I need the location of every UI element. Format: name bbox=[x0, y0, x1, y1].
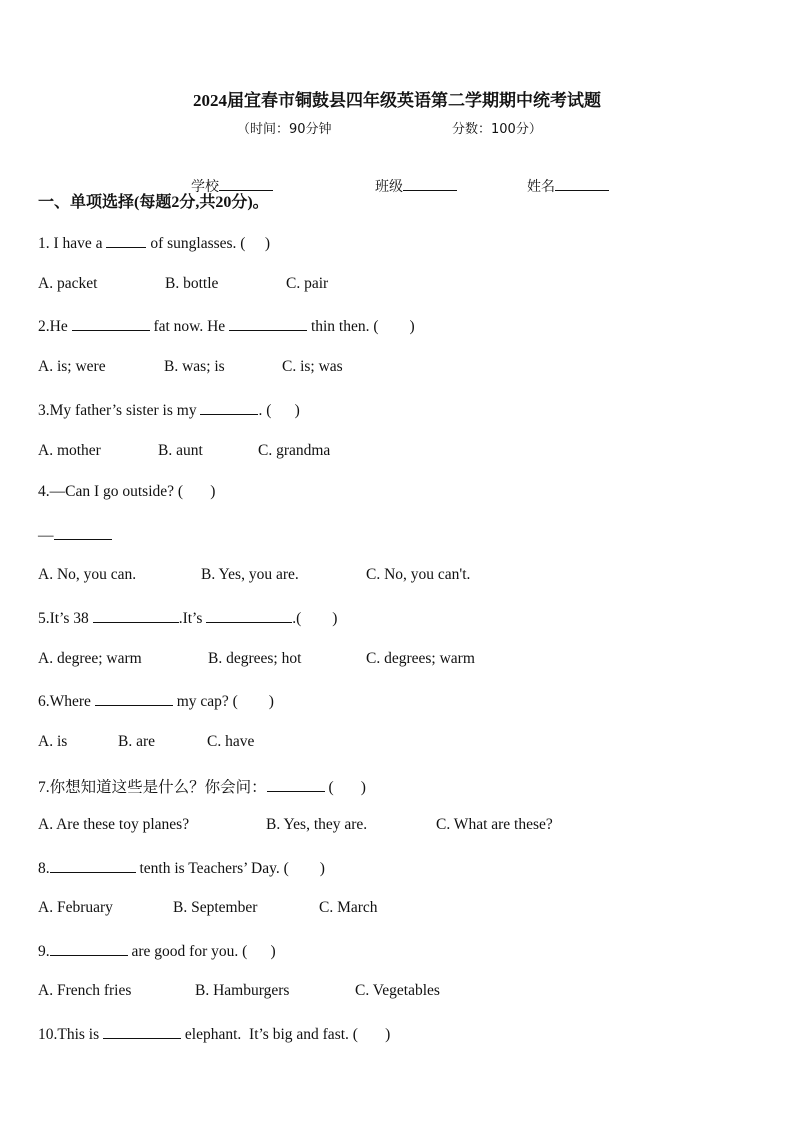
option-a[interactable]: A. mother bbox=[38, 442, 101, 459]
question-text: 6.Where bbox=[38, 693, 95, 710]
answer-blank[interactable] bbox=[103, 1024, 181, 1039]
question-text: .( ) bbox=[292, 610, 338, 627]
class-label: 班级 bbox=[375, 180, 403, 195]
question-3 bbox=[38, 400, 300, 420]
question-text: elephant. It’s big and fast. ( ) bbox=[181, 1026, 391, 1043]
name-blank[interactable] bbox=[555, 176, 609, 191]
option-c[interactable]: C. have bbox=[207, 733, 255, 750]
option-a[interactable]: A. is; were bbox=[38, 358, 106, 375]
page-title: 2024届宜春市铜鼓县四年级英语第二学期期中统考试题 bbox=[193, 91, 601, 110]
answer-blank[interactable] bbox=[72, 316, 150, 331]
question-2 bbox=[38, 316, 415, 336]
section-heading: 一、单项选择(每题2分,共20分)。 bbox=[38, 194, 269, 211]
option-c[interactable]: C. pair bbox=[286, 275, 329, 292]
answer-blank[interactable] bbox=[93, 608, 179, 623]
option-b[interactable]: B. degrees; hot bbox=[208, 650, 302, 667]
exam-time: （时间：90分钟 bbox=[237, 122, 332, 137]
option-b[interactable]: B. was; is bbox=[164, 358, 225, 375]
option-b[interactable]: B. are bbox=[118, 733, 156, 750]
question-text: my cap? ( ) bbox=[172, 693, 274, 710]
exam-score: 分数：100分） bbox=[452, 122, 542, 137]
option-a[interactable]: A. No, you can. bbox=[38, 566, 137, 583]
option-b[interactable]: B. Yes, they are. bbox=[266, 816, 368, 833]
question-8 bbox=[38, 858, 325, 878]
question-text: . ( ) bbox=[258, 402, 300, 419]
question-text: ( ) bbox=[324, 779, 366, 796]
class-field[interactable] bbox=[368, 160, 457, 196]
question-6 bbox=[38, 691, 274, 711]
question-text: 7.你想知道这些是什么？你会问： bbox=[38, 779, 267, 796]
question-text: 3.My father’s sister is my bbox=[38, 402, 201, 419]
option-c[interactable]: C. What are these? bbox=[436, 816, 553, 833]
name-field[interactable] bbox=[520, 160, 609, 196]
option-a[interactable]: A. is bbox=[38, 733, 68, 750]
option-a[interactable]: A. degree; warm bbox=[38, 650, 142, 667]
option-b[interactable]: B. September bbox=[173, 899, 258, 916]
question-text: 8. bbox=[38, 860, 50, 877]
question-5 bbox=[38, 608, 337, 628]
option-a[interactable]: A. Are these toy planes? bbox=[38, 816, 190, 833]
question-10 bbox=[38, 1024, 390, 1044]
option-a[interactable]: A. French fries bbox=[38, 982, 132, 999]
option-b[interactable]: B. aunt bbox=[158, 442, 203, 459]
school-label: 学校 bbox=[191, 180, 219, 195]
question-9 bbox=[38, 941, 276, 961]
question-text: of sunglasses. ( ) bbox=[146, 235, 270, 252]
option-c[interactable]: C. grandma bbox=[258, 442, 331, 459]
answer-blank[interactable] bbox=[229, 316, 307, 331]
option-a[interactable]: A. February bbox=[38, 899, 113, 916]
question-text: fat now. He bbox=[149, 318, 230, 335]
question-text: 2.He bbox=[38, 318, 72, 335]
answer-blank[interactable] bbox=[95, 691, 173, 706]
question-text: .It’s bbox=[178, 610, 207, 627]
question-text: thin then. ( ) bbox=[307, 318, 415, 335]
answer-blank[interactable] bbox=[50, 858, 136, 873]
option-b[interactable]: B. bottle bbox=[165, 275, 219, 292]
answer-blank[interactable] bbox=[267, 777, 325, 792]
option-a[interactable]: A. packet bbox=[38, 275, 98, 292]
question-text: 5.It’s 38 bbox=[38, 610, 93, 627]
class-blank[interactable] bbox=[403, 176, 457, 191]
option-c[interactable]: C. March bbox=[319, 899, 378, 916]
question-1 bbox=[38, 233, 270, 253]
answer-blank[interactable] bbox=[206, 608, 292, 623]
question-4: 4.—Can I go outside? ( ) bbox=[38, 483, 216, 500]
question-text: — bbox=[38, 527, 54, 544]
option-c[interactable]: C. is; was bbox=[282, 358, 343, 375]
question-text: tenth is Teachers’ Day. ( ) bbox=[135, 860, 325, 877]
question-7 bbox=[38, 775, 366, 797]
option-c[interactable]: C. degrees; warm bbox=[366, 650, 475, 667]
question-text: 9. bbox=[38, 943, 50, 960]
option-b[interactable]: B. Yes, you are. bbox=[201, 566, 299, 583]
question-text: 1. I have a bbox=[38, 235, 107, 252]
option-c[interactable]: C. Vegetables bbox=[355, 982, 440, 999]
question-4-reply bbox=[38, 525, 112, 545]
answer-blank[interactable] bbox=[54, 525, 112, 540]
name-label: 姓名 bbox=[527, 180, 555, 195]
question-text: are good for you. ( ) bbox=[127, 943, 276, 960]
answer-blank[interactable] bbox=[200, 400, 258, 415]
answer-blank[interactable] bbox=[106, 233, 146, 248]
option-b[interactable]: B. Hamburgers bbox=[195, 982, 290, 999]
question-text: 10.This is bbox=[38, 1026, 104, 1043]
option-c[interactable]: C. No, you can't. bbox=[366, 566, 471, 583]
answer-blank[interactable] bbox=[50, 941, 128, 956]
